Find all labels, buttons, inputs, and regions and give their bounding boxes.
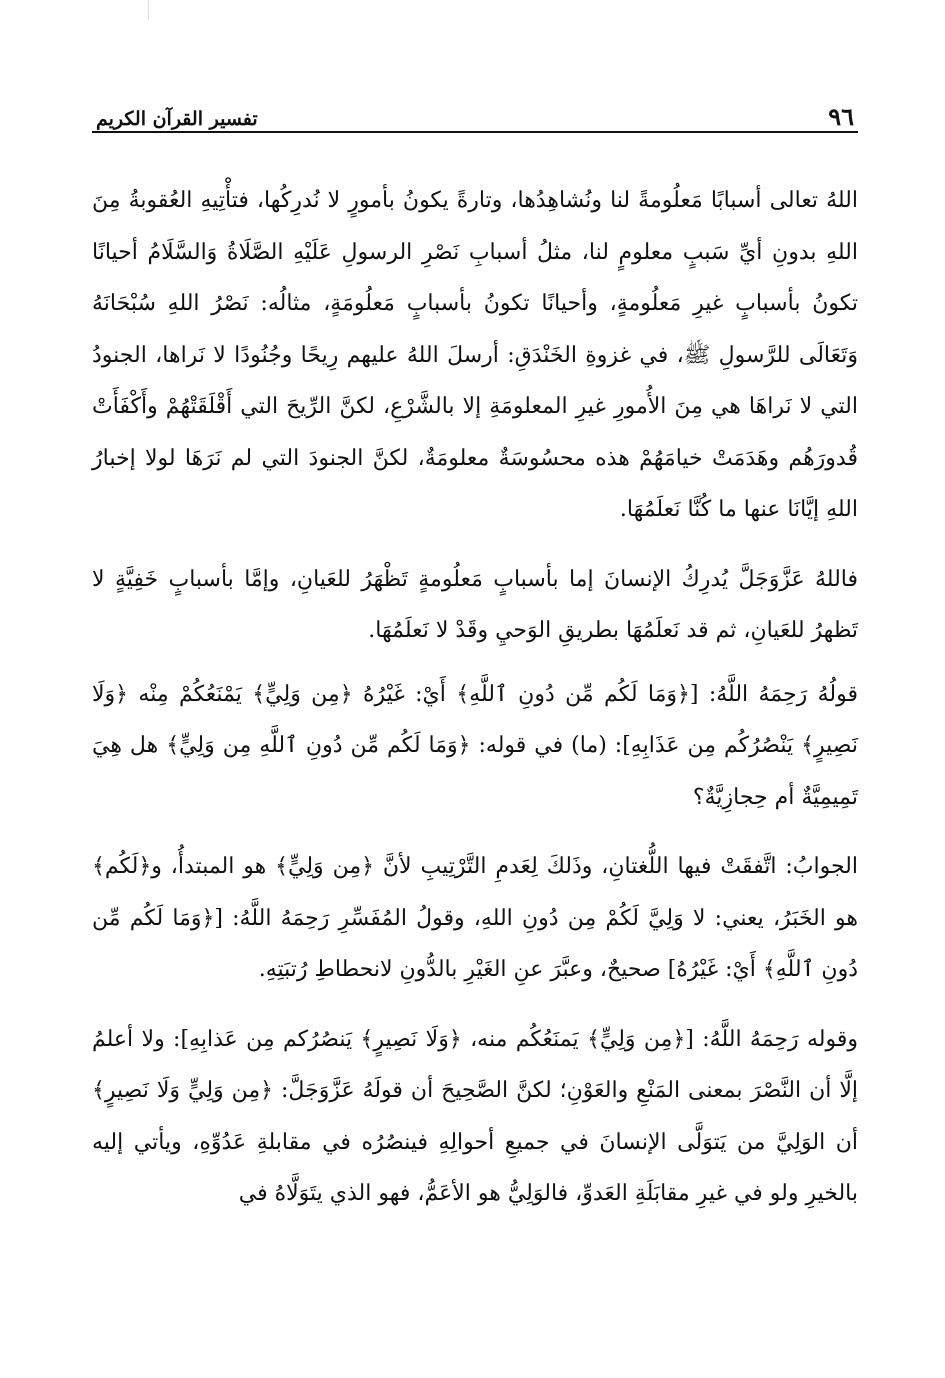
paragraph-4: الجوابُ: اتَّفقَتْ فيها اللُّغتانِ، وذَلكَ لِعَدمِ التَّرْتِيبِ لأنَّ ﴿مِن وَلِيٍّ﴾ هو المبتدأُ، و﴿لَكُم﴾ هو الخَبَرُ، يعني: لا وَلِيَّ لَكُمْ مِن دُونِ اللهِ، وقولُ المُفَسِّرِ رَحِمَهُ اللَّهُ: [﴿وَمَا لَكُم مِّن دُونِ ٱللَّهِ﴾ أَيْ: غَيْرُهُ] صحيحٌ، وعبَّرَ عنِ الغَيْرِ بالدُّونِ لانحطاطِ رُتبَتِهِ. bbox=[92, 854, 858, 982]
page-body bbox=[92, 175, 858, 1220]
paragraph-5: وقوله رَحِمَهُ اللَّهُ: [﴿مِن وَلِيٍّ﴾ يَمنَعُكُم منه، ﴿وَلَا نَصِيرٍ﴾ يَنصُرُكم مِن عَذابِهِ]: ولا أعلمُ إلَّا أن النَّصْرَ بمعنى المَنْعِ والعَوْنِ؛ لكنَّ الصَّحِيحَ أن قولَهُ عَزَّوَجَلَّ: ﴿مِن وَلِيٍّ وَلَا نَصِيرٍ﴾ أن الوَلِيَّ من يَتوَلَّى الإنسانَ في جميعِ أحوالِهِ فينصُرُه في مقابلةِ عَدُوِّهِ، ويأتي إليه بالخيرِ ولو في غيرِ مقابَلَةِ العَدوِّ، فالوَلِيُّ هو الأعَمُّ، فهو الذي يتَوَلَّاهُ في bbox=[92, 1026, 858, 1206]
paragraph-3: قولُهُ رَحِمَهُ اللَّهُ: [﴿وَمَا لَكُم مِّن دُونِ ٱللَّهِ﴾ أَيْ: غَيْرُهُ ﴿مِن وَلِيٍّ﴾ يَمْنَعُكُمْ مِنْه ﴿وَلَا نَصِيرٍ﴾ يَنْصُرُكُم مِن عَذَابِهِ]: (ما) في قوله: ﴿وَمَا لَكُم مِّن دُونِ ٱللَّهِ مِن وَلِيٍّ﴾ هل هِيَ تَمِيمِيَّةٌ أم حِجازِيَّةٌ؟ bbox=[92, 681, 858, 810]
paragraph-2: فاللهُ عَزَّوَجَلَّ يُدرِكُ الإنسانَ إما بأسبابٍ مَعلُومةٍ تَظْهَرُ للعَيانِ، وإمَّا بأسبابٍ خَفِيَّةٍ لا تَظهرُ للعَيانِ، ثم قد نَعلَمُهَا بطريقِ الوَحيِ وقَدْ لا نَعلَمُهَا. bbox=[92, 566, 858, 643]
page-number: ٩٦ bbox=[828, 102, 854, 131]
paragraph-1: اللهُ تعالى أسبابًا مَعلُومةً لنا ونُشاهِدُها، وتارةً يكونُ بأمورٍ لا نُدرِكُها، فتأْتِيهِ العُقوبةُ مِنَ اللهِ بدونِ أيِّ سَببٍ معلومٍ لنا، مثلُ أسبابِ نَصْرِ الرسولِ عَلَيْهِ الصَّلَاةُ وَالسَّلَامُ أحيانًا تكونُ بأسبابٍ غيرِ مَعلُومةٍ، وأحيانًا تكونُ بأسبابٍ مَعلُومَةٍ، مثالُه: نَصْرُ اللهِ سُبْحَانَهُ وَتَعَالَى للرَّسولِ ﷺ، في غزوةِ الخَنْدَقِ: أرسلَ اللهُ عليهم رِيحًا وجُنُودًا لا نَراها، الجنودُ التي لا نَراهَا هي مِنَ الأُمورِ غيرِ المعلومَةِ إلا بالشَّرْعِ، لكنَّ الرِّيحَ التي أَقْلَقَتْهُمْ وأَكْفَأَتْ قُدورَهُم وهَدَمَتْ خيامَهُمْ هذه محسُوسَةٌ معلومَةٌ، لكنَّ الجنودَ التي لم نَرَهَا لولا إخبارُ اللهِ إيَّانَا عنها ما كُنَّا نَعلَمُهَا. bbox=[92, 188, 858, 522]
scan-mark bbox=[148, 0, 149, 20]
running-title: تفسير القرآن الكريم bbox=[96, 108, 258, 130]
book-page bbox=[92, 95, 858, 1365]
page-header bbox=[92, 95, 858, 133]
